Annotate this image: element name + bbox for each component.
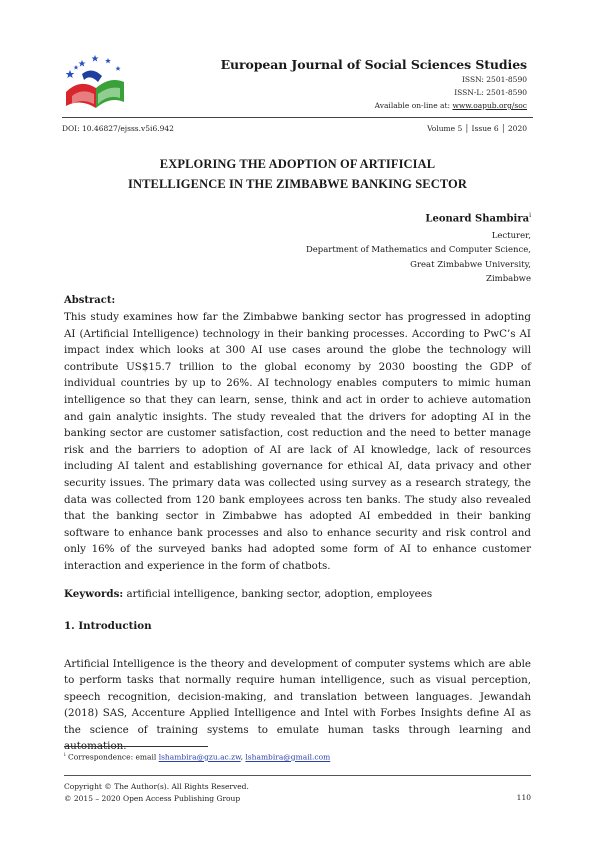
author-footnote-mark: i: [529, 212, 531, 219]
affiliation-line: Great Zimbabwe University,: [410, 259, 531, 270]
footnote-divider: [64, 746, 208, 747]
article-title: [62, 154, 533, 194]
abstract-heading: Abstract:: [64, 295, 116, 306]
online-label: Available on-line at:: [374, 101, 453, 110]
author-name: [425, 212, 531, 224]
affiliation-line: Lecturer,: [491, 231, 531, 241]
keywords-list: artificial intelligence, banking sector, adoption, employees: [123, 588, 433, 600]
page-number: 110: [516, 793, 531, 802]
issn: ISSN: 2501-8590: [461, 75, 527, 84]
email-link-2[interactable]: lshambira@gmail.com: [245, 752, 331, 762]
keywords: [64, 586, 531, 602]
publisher-line: © 2015 – 2020 Open Access Publishing Group: [64, 794, 241, 803]
abstract-body: This study examines how far the Zimbabwe banking sector has progressed in adopting AI (Artificial Intelligence) technology in their banking processes. According to PwC’s AI impact index which looks at 300 AI use cases around the globe the technology will contribute US$15.7 trillion to the global economy by 2030 boosting the GDP of individual countries by up to 26%. AI technology enables computers to mimic human intelligence so that they can learn, sense, think and act in order to achieve automation and gain analytic insights. The study revealed that the drivers for adopting AI in the banking sector are customer satisfaction, cost reduction and the need to better manage risk and the barriers to adoption of AI are lack of AI knowledge, lack of resources including AI talent and establishing governance for ethical AI, data privacy and other security issues. The primary data was collected using survey as a research strategy, the data was collected from 120 bank employees across ten banks. The study also revealed that the banking sector in Zimbabwe has adopted AI embedded in their banking software to enhance bank processes and also to enhance security and risk control and only 16% of the surveyed banks had adopted some form of AI to enhance customer interaction and experience in the form of chatbots.: [64, 311, 531, 572]
journal-website-link[interactable]: www.oapub.org/soc: [452, 101, 527, 110]
footnote: [64, 752, 330, 762]
introduction-body: Artificial Intelligence is the theory and development of computer systems which are able to perform tasks that normally require human intelligence, such as visual perception, speech recognition, decision-making, and translation between languages. Jewandah (2018) SAS, Accenture Applied Intelligence and Intel with Forbes Insights define AI as the science of training systems to emulate human tasks through learning and automation.: [64, 658, 531, 753]
footer-divider: [64, 775, 531, 776]
footnote-label: Correspondence: email: [68, 752, 159, 762]
online-availability: [375, 101, 527, 110]
affiliation-line: Department of Mathematics and Computer Science,: [305, 245, 531, 256]
email-link-1[interactable]: lshambira@gzu.ac.zw: [158, 752, 241, 762]
issn-l: ISSN-L: 2501-8590: [454, 88, 527, 97]
article-title-line-2: INTELLIGENCE IN THE ZIMBABWE BANKING SECTOR: [128, 177, 467, 191]
footnote-separator: ,: [240, 752, 246, 762]
author-affiliation: [306, 229, 531, 287]
open-book-icon: [66, 70, 124, 108]
copyright-line: Copyright © The Author(s). All Rights Reserved.: [64, 782, 249, 791]
section-heading-introduction: 1. Introduction: [64, 620, 152, 632]
footnote-mark: i: [64, 752, 66, 758]
header-divider: [62, 117, 533, 118]
volume-issue: Volume 5 │ Issue 6 │ 2020: [427, 124, 527, 133]
affiliation-line: Zimbabwe: [486, 274, 531, 285]
keywords-label: Keywords:: [64, 588, 124, 600]
article-title-line-1: EXPLORING THE ADOPTION OF ARTIFICIAL: [159, 157, 436, 171]
journal-title: European Journal of Social Sciences Studies: [220, 57, 527, 72]
copyright-block: [64, 781, 249, 805]
doi: DOI: 10.46827/ejsss.v5i6.942: [62, 124, 174, 133]
journal-logo: [62, 52, 148, 110]
author-name-text: Leonard Shambira: [425, 213, 530, 225]
